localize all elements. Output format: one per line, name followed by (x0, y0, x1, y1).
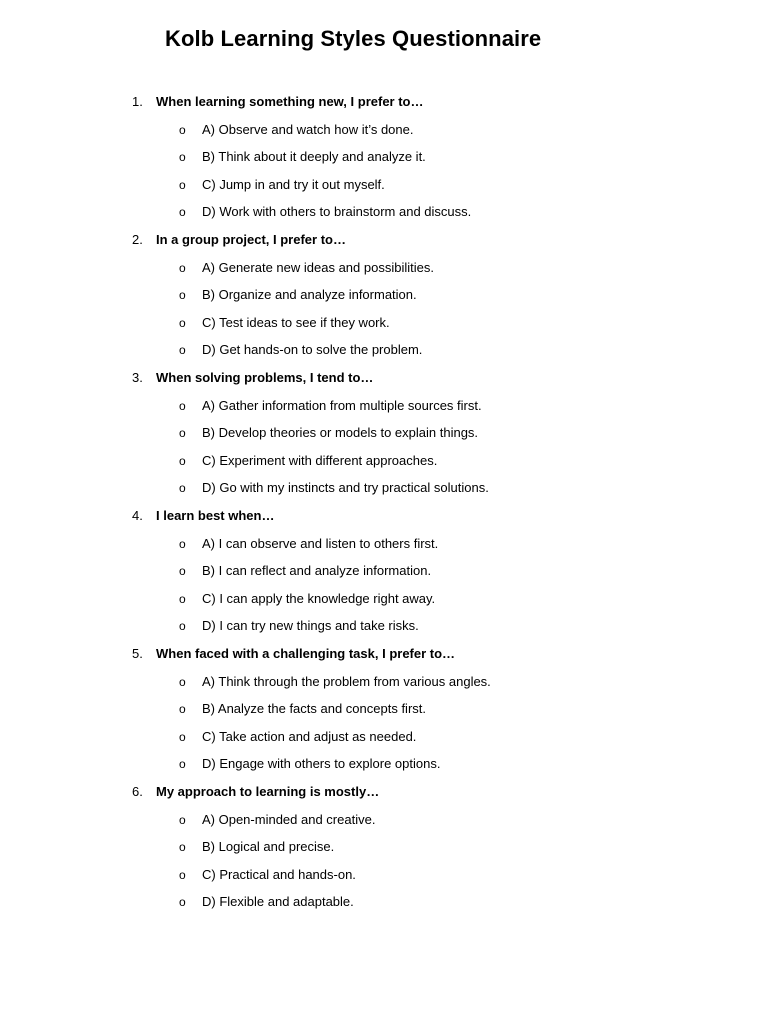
question-number: 2. (132, 232, 143, 247)
option-text: C) Jump in and try it out myself. (202, 176, 385, 192)
option-text: B) I can reflect and analyze information. (202, 563, 432, 579)
answer-option (0, 618, 768, 634)
option-text: B) Think about it deeply and analyze it. (202, 149, 426, 165)
answer-option (0, 177, 768, 193)
answer-option (0, 315, 768, 331)
bullet-icon: o (179, 426, 186, 441)
question-text: When solving problems, I tend to… (156, 370, 374, 385)
question-number: 4. (132, 508, 143, 523)
option-text: A) Think through the problem from various angles. (202, 673, 491, 689)
option-text: C) Take action and adjust as needed. (202, 728, 417, 744)
page-title: Kolb Learning Styles Questionnaire (165, 26, 542, 51)
answer-option (0, 729, 768, 745)
bullet-icon: o (179, 343, 186, 358)
answer-option (0, 563, 768, 579)
option-text: A) Open-minded and creative. (202, 811, 376, 827)
bullet-icon: o (179, 729, 186, 744)
bullet-icon: o (179, 867, 186, 882)
bullet-icon: o (179, 564, 186, 579)
option-text: A) Gather information from multiple sources first. (202, 397, 482, 413)
bullet-icon: o (179, 453, 186, 468)
answer-option (0, 149, 768, 165)
option-text: A) Observe and watch how it’s done. (202, 121, 414, 137)
bullet-icon: o (179, 288, 186, 303)
option-text: D) Flexible and adaptable. (202, 894, 354, 910)
option-text: D) Get hands-on to solve the problem. (202, 342, 423, 358)
option-text: B) Analyze the facts and concepts first. (202, 701, 427, 717)
question-number: 3. (132, 370, 143, 385)
option-text: D) Work with others to brainstorm and discuss. (202, 204, 472, 220)
bullet-icon: o (179, 812, 186, 827)
answer-option (0, 536, 768, 552)
bullet-icon: o (179, 122, 186, 137)
bullet-icon: o (179, 481, 186, 496)
question-number: 6. (132, 784, 143, 799)
answer-option (0, 591, 768, 607)
bullet-icon: o (179, 591, 186, 606)
answer-option (0, 480, 768, 496)
answer-option (0, 453, 768, 469)
question-number: 5. (132, 646, 143, 661)
option-text: D) I can try new things and take risks. (202, 618, 419, 634)
option-text: B) Logical and precise. (202, 839, 335, 855)
answer-option (0, 812, 768, 828)
answer-option (0, 894, 768, 910)
answer-option (0, 122, 768, 138)
bullet-icon: o (179, 674, 186, 689)
bullet-icon: o (179, 177, 186, 192)
answer-option (0, 756, 768, 772)
answer-option (0, 398, 768, 414)
answer-option (0, 701, 768, 717)
answer-option (0, 260, 768, 276)
bullet-icon: o (179, 840, 186, 855)
question-number: 1. (132, 94, 143, 109)
option-text: A) I can observe and listen to others first. (202, 535, 439, 551)
bullet-icon: o (179, 205, 186, 220)
option-text: D) Go with my instincts and try practical solutions. (202, 480, 489, 496)
option-text: B) Organize and analyze information. (202, 287, 417, 303)
bullet-icon: o (179, 619, 186, 634)
question-text: In a group project, I prefer to… (156, 232, 346, 247)
bullet-icon: o (179, 895, 186, 910)
answer-option (0, 425, 768, 441)
answer-option (0, 204, 768, 220)
question-text: I learn best when… (156, 508, 275, 523)
bullet-icon: o (179, 536, 186, 551)
answer-option (0, 867, 768, 883)
option-text: D) Engage with others to explore options. (202, 756, 441, 772)
option-text: A) Generate new ideas and possibilities. (202, 259, 434, 275)
option-text: C) I can apply the knowledge right away. (202, 590, 436, 606)
bullet-icon: o (179, 260, 186, 275)
bullet-icon: o (179, 757, 186, 772)
answer-option (0, 342, 768, 358)
question-text: When learning something new, I prefer to… (156, 94, 424, 109)
bullet-icon: o (179, 150, 186, 165)
answer-option (0, 287, 768, 303)
bullet-icon: o (179, 315, 186, 330)
option-text: C) Practical and hands-on. (202, 866, 356, 882)
answer-option (0, 839, 768, 855)
question-text: When faced with a challenging task, I prefer to… (156, 646, 456, 661)
bullet-icon: o (179, 702, 186, 717)
option-text: B) Develop theories or models to explain things. (202, 425, 479, 441)
option-text: C) Experiment with different approaches. (202, 452, 438, 468)
question-text: My approach to learning is mostly… (156, 784, 380, 799)
option-text: C) Test ideas to see if they work. (202, 314, 390, 330)
bullet-icon: o (179, 398, 186, 413)
answer-option (0, 674, 768, 690)
